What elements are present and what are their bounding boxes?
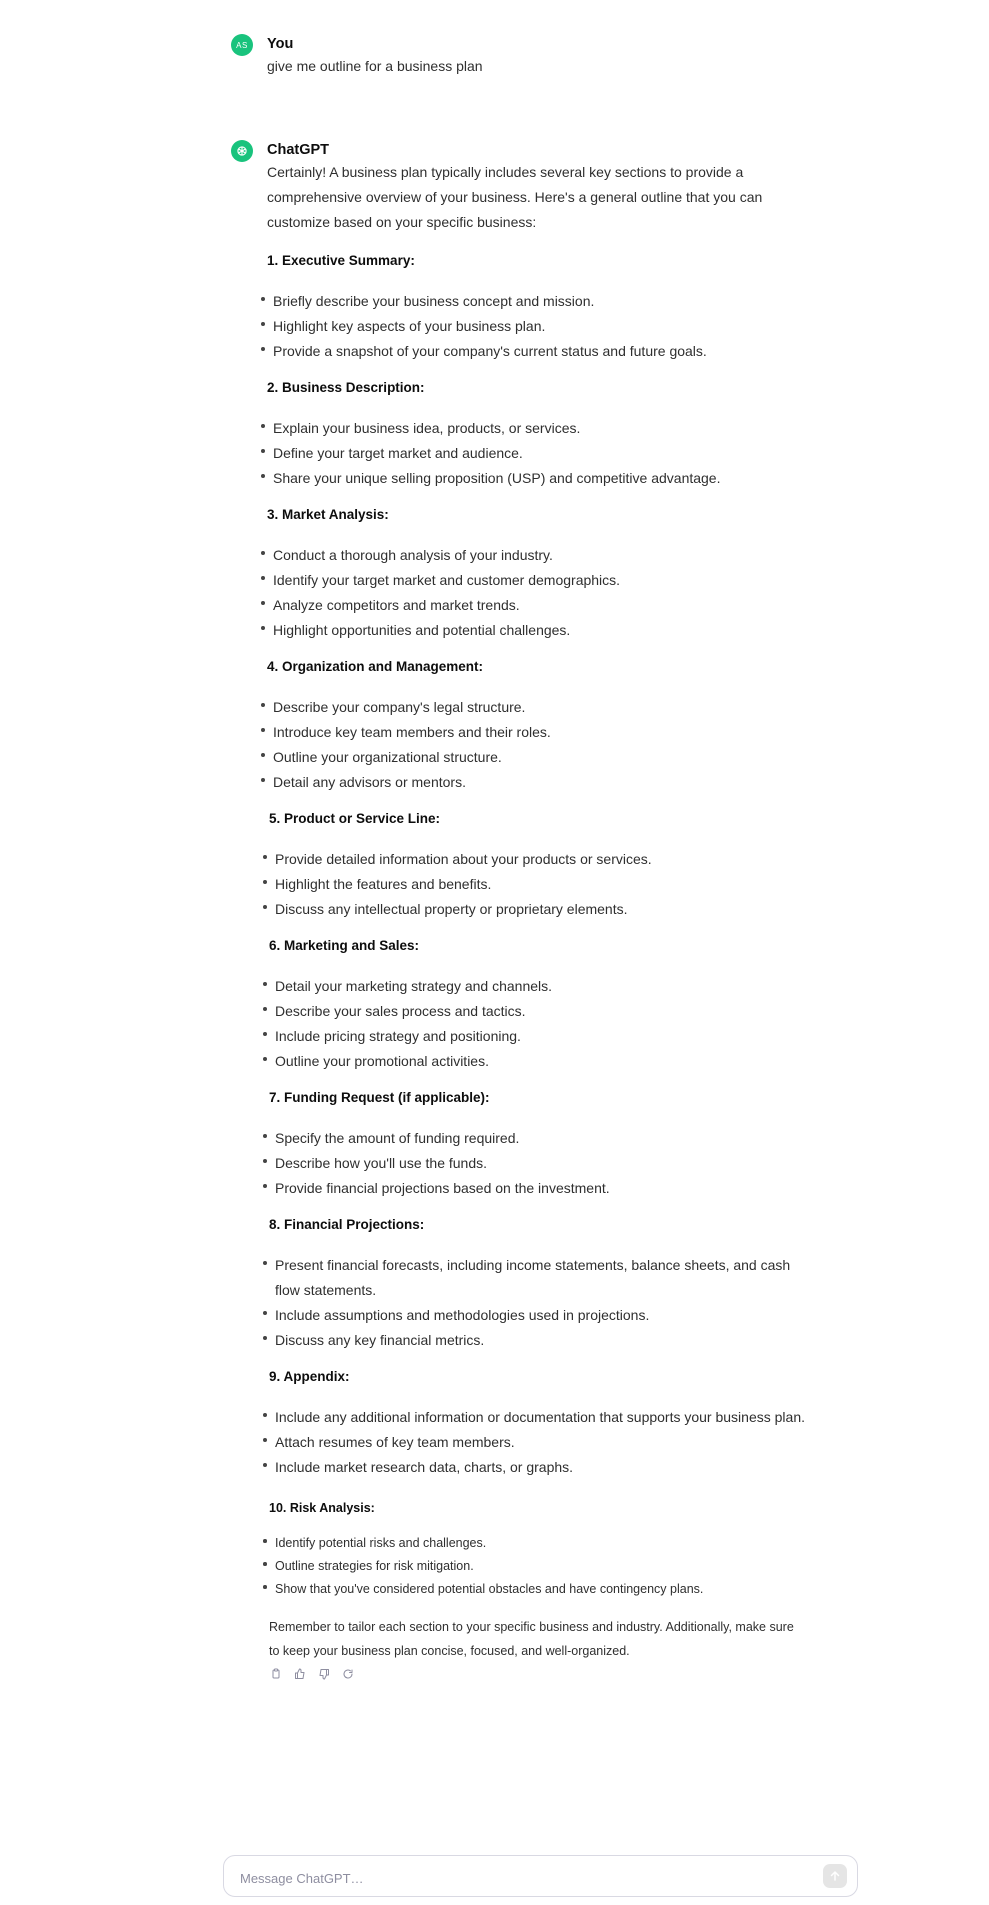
section-title: 5. Product or Service Line: (269, 811, 441, 826)
section-5 (267, 809, 807, 922)
section-title: 7. Funding Request (if applicable): (269, 1090, 490, 1105)
section-title: 6. Marketing and Sales: (269, 938, 420, 953)
section-title: 8. Financial Projections: (269, 1217, 425, 1232)
section-title: 2. Business Description: (267, 380, 425, 395)
list-item: Specify the amount of funding required. (269, 1126, 807, 1151)
list-item: Outline your promotional activities. (269, 1049, 807, 1074)
thumbs-down-icon[interactable] (317, 1667, 331, 1681)
list-item: Highlight the features and benefits. (269, 872, 807, 897)
list-item: Detail any advisors or mentors. (267, 770, 807, 795)
user-author-label: You (267, 36, 294, 52)
section-title: 4. Organization and Management: (267, 659, 484, 674)
user-message-text: give me outline for a business plan (267, 58, 483, 74)
user-message (231, 34, 811, 84)
list-item: Identify potential risks and challenges. (269, 1532, 807, 1555)
assistant-message-body (267, 160, 807, 1681)
list-item: Analyze competitors and market trends. (267, 593, 807, 618)
list-item: Outline strategies for risk mitigation. (269, 1555, 807, 1578)
message-composer (223, 1855, 858, 1897)
list-item: Provide financial projections based on the investment. (269, 1176, 807, 1201)
list-item: Identify your target market and customer demographics. (267, 568, 807, 593)
section-title: 3. Market Analysis: (267, 507, 389, 522)
arrow-up-icon (829, 1870, 841, 1882)
section-9 (267, 1367, 807, 1480)
send-button[interactable] (823, 1864, 847, 1888)
list-item: Conduct a thorough analysis of your industry. (267, 543, 807, 568)
list-item: Outline your organizational structure. (267, 745, 807, 770)
section-3 (267, 505, 807, 643)
list-item: Detail your marketing strategy and channels. (269, 974, 807, 999)
section-1 (267, 251, 807, 364)
section-title: 10. Risk Analysis: (269, 1501, 375, 1515)
section-8 (267, 1215, 807, 1353)
assistant-closing: Remember to tailor each section to your specific business and industry. Additionally, make sure to keep your business plan concise, focused, and well-organized. (269, 1620, 794, 1658)
list-item: Highlight opportunities and potential challenges. (267, 618, 807, 643)
assistant-intro: Certainly! A business plan typically includes several key sections to provide a comprehensive overview of your business. Here's a general outline that you can customize based on your specific business: (267, 164, 763, 230)
section-7 (267, 1088, 807, 1201)
section-4 (267, 657, 807, 795)
list-item: Provide a snapshot of your company's current status and future goals. (267, 339, 807, 364)
list-item: Include any additional information or documentation that supports your business plan. (269, 1405, 807, 1430)
list-item: Provide detailed information about your products or services. (269, 847, 807, 872)
message-input[interactable] (238, 1866, 802, 1890)
thumbs-up-icon[interactable] (293, 1667, 307, 1681)
openai-knot-icon (235, 144, 249, 158)
list-item: Attach resumes of key team members. (269, 1430, 807, 1455)
message-actions (267, 1667, 807, 1681)
list-item: Include assumptions and methodologies used in projections. (269, 1303, 807, 1328)
regenerate-icon[interactable] (341, 1667, 355, 1681)
list-item: Highlight key aspects of your business plan. (267, 314, 807, 339)
list-item: Describe your company's legal structure. (267, 695, 807, 720)
copy-icon[interactable] (269, 1667, 283, 1681)
chatgpt-logo-icon (231, 140, 253, 162)
list-item: Describe your sales process and tactics. (269, 999, 807, 1024)
section-6 (267, 936, 807, 1074)
assistant-author-label: ChatGPT (267, 142, 330, 158)
list-item: Include market research data, charts, or graphs. (269, 1455, 807, 1480)
list-item: Explain your business idea, products, or services. (267, 416, 807, 441)
list-item: Introduce key team members and their roles. (267, 720, 807, 745)
list-item: Describe how you'll use the funds. (269, 1151, 807, 1176)
assistant-message (231, 140, 811, 1820)
section-10 (267, 1498, 807, 1601)
list-item: Present financial forecasts, including income statements, balance sheets, and cash flow statements. (269, 1253, 807, 1303)
user-avatar: AS (231, 34, 253, 56)
list-item: Include pricing strategy and positioning. (269, 1024, 807, 1049)
list-item: Discuss any key financial metrics. (269, 1328, 807, 1353)
section-2 (267, 378, 807, 491)
list-item: Define your target market and audience. (267, 441, 807, 466)
list-item: Show that you've considered potential obstacles and have contingency plans. (269, 1578, 807, 1601)
list-item: Share your unique selling proposition (USP) and competitive advantage. (267, 466, 807, 491)
section-title: 9. Appendix: (269, 1369, 350, 1384)
list-item: Briefly describe your business concept and mission. (267, 289, 807, 314)
section-title: 1. Executive Summary: (267, 253, 415, 268)
list-item: Discuss any intellectual property or proprietary elements. (269, 897, 807, 922)
